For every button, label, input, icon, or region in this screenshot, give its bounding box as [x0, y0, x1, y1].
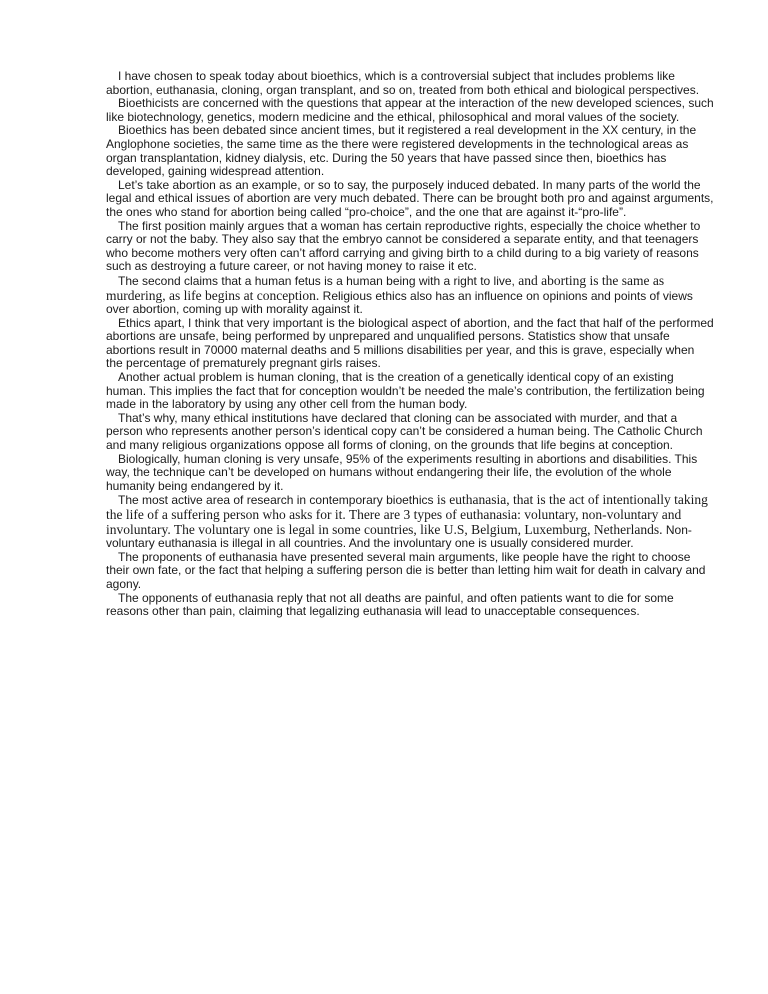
text-run: The second claims that a human fetus is a human being with a right to live,: [118, 273, 515, 288]
text-run: Non-voluntary euthanasia is illegal in all countries. And the involuntary one is usually considered murder.: [106, 522, 692, 551]
paragraph-biological-aspect: Ethics apart, I think that very important is the biological aspect of abortion, and the fact that half of the performed abortions are unsafe, being performed by unprepared and unqualified persons. Statistics show that unsafe abortions result in 70000 maternal deaths and 5 millions disabilities per year, and this is grave, especially when the percentage of prematurely pregnant girls raises.: [106, 315, 714, 371]
paragraph-cloning-ethics: That’s why, many ethical institutions have declared that cloning can be associated with murder, and that a person who represents another person’s identical copy can’t be considered a human being. The Catholic Church and many religious organizations oppose all forms of cloning, on the grounds that life begins at conception.: [106, 410, 703, 453]
paragraph-cloning: Another actual problem is human cloning, that is the creation of a genetically identical copy of an existing human. This implies the fact that for conception wouldn’t be needed the male’s contribution, the fertilization being made in the laboratory by using any other cell from the human body.: [106, 370, 705, 412]
paragraph-euthanasia: [106, 493, 714, 550]
document-body: [106, 70, 714, 619]
text-run: The most active area of research in contemporary bioethics: [118, 493, 434, 508]
paragraph-pro-choice: The first position mainly argues that a woman has certain reproductive rights, especially the choice whether to carry or not the baby. They also say that the embryo cannot be considered a separate entity, and that teenagers who become mothers very often can’t afford carrying and giving birth to a child during to a big variety of reasons such as destroying a future career, or not having money to raise it etc.: [106, 218, 701, 274]
paragraph-history: Bioethics has been debated since ancient times, but it registered a real development in the XX century, in the Anglophone societies, the same time as the there were registered developments in the technological areas as organ transplantation, kidney dialysis, etc. During the 50 years that have passed since then, bioethics has developed, gaining widespread attention.: [106, 123, 697, 179]
paragraph-euthanasia-proponents: The proponents of euthanasia have presented several main arguments, like people have the right to choose their own fate, or the fact that helping a suffering person die is better than letting him wait for death in calvary and agony.: [106, 549, 706, 591]
paragraph-abortion-example: Let’s take abortion as an example, or so to say, the purposely induced debated. In many parts of the world the legal and ethical issues of abortion are very much debated. There can be brought both pro and against arguments, the ones who stand for abortion being called “pro-choice”, and the one that are against it-“pro-life”.: [106, 177, 714, 219]
paragraph-cloning-biology: Biologically, human cloning is very unsafe, 95% of the experiments resulting in abortions and disabilities. This way, the technique can’t be developed on humans without endangering their life, the evolution of the whole humanity being endangered by it.: [106, 451, 698, 493]
paragraph-bioethicists: Bioethicists are concerned with the questions that appear at the interaction of the new developed sciences, such like biotechnology, genetics, modern medicine and the ethical, philosophical and moral values of the society.: [106, 96, 714, 124]
paragraph-euthanasia-opponents: The opponents of euthanasia reply that not all deaths are painful, and often patients want to die for some reasons other than pain, claiming that legalizing euthanasia will lead to unacceptable consequences.: [106, 590, 674, 619]
text-run-serif: is euthanasia, that is the act of intentionally taking the life of a suffering person who asks for it. There are 3 types of euthanasia: voluntary, non-voluntary and involuntary. The voluntary one is legal in some countries, like U.S, Belgium, Luxemburg, Netherlands.: [106, 492, 708, 537]
text-run-serif: and aborting is the same as murdering, as life begins at conception.: [106, 272, 665, 303]
paragraph-pro-life: [106, 274, 714, 317]
paragraph-intro: I have chosen to speak today about bioethics, which is a controversial subject that includes problems like abortion, euthanasia, cloning, organ transplant, and so on, treated from both ethical and biological perspectives.: [106, 69, 700, 97]
text-run: Religious ethics also has an influence on opinions and points of views over abortion, coming up with morality against it.: [106, 288, 693, 317]
